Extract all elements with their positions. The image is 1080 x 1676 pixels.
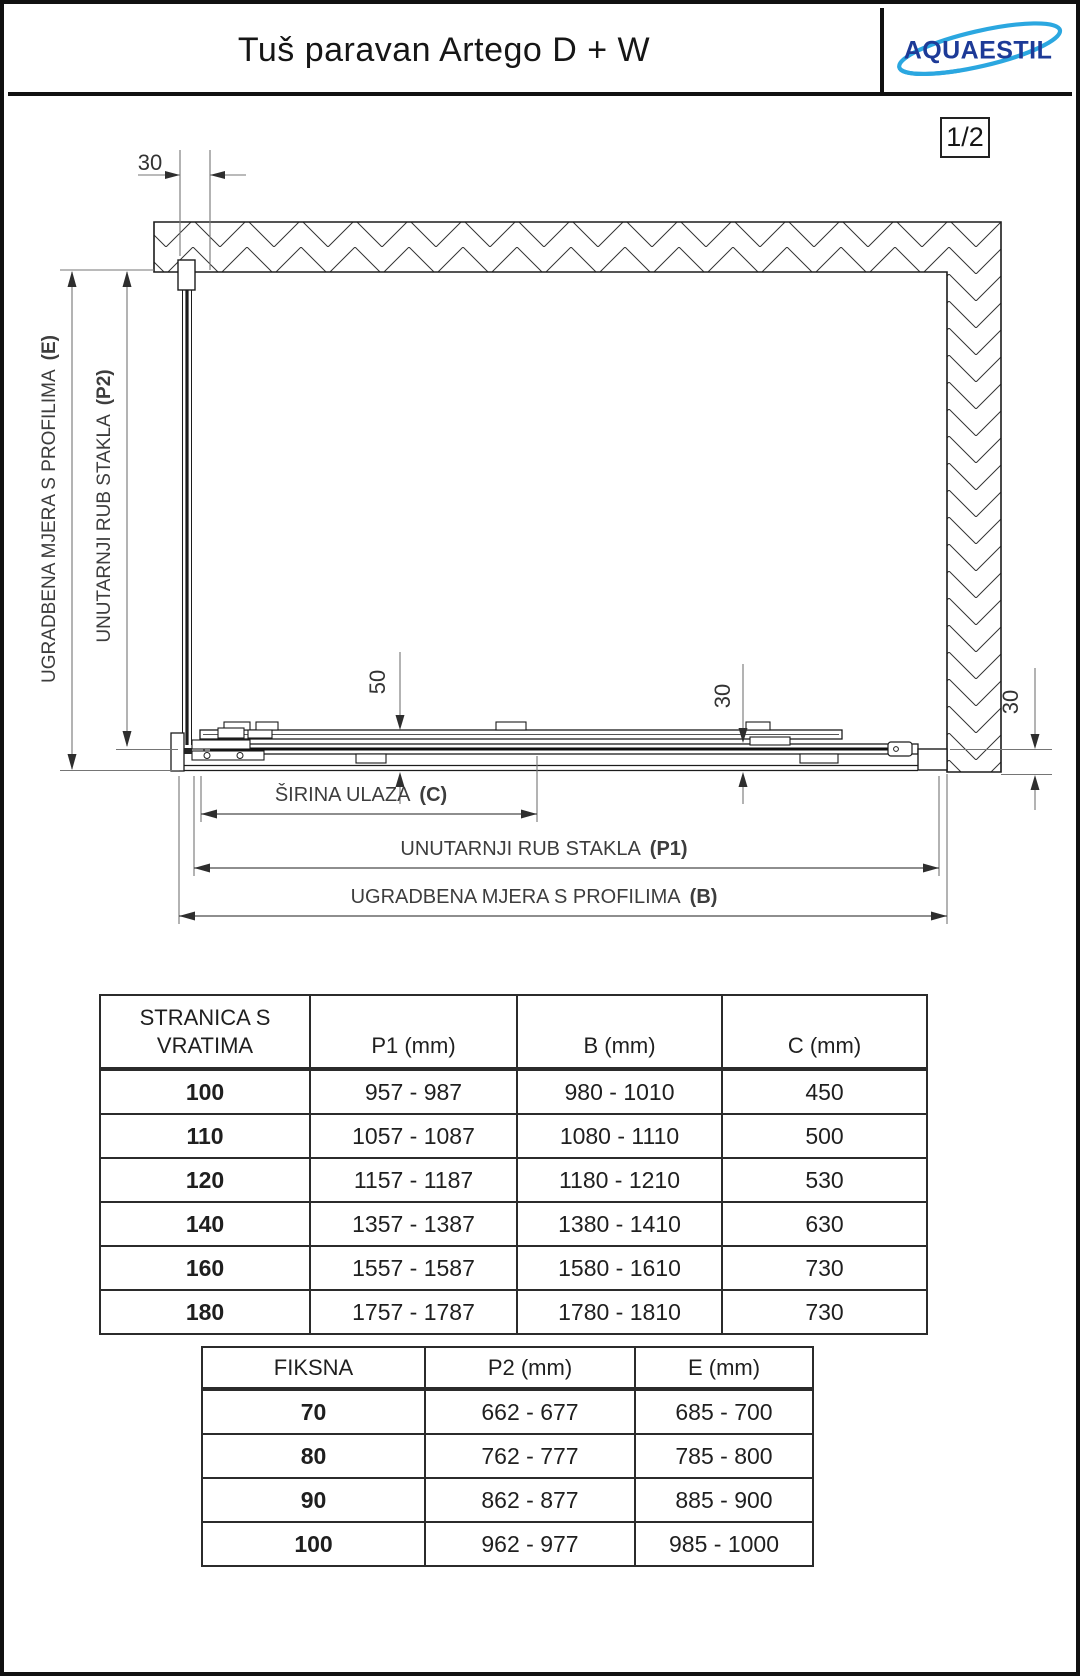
dim-value-mid-30: 30 [710,683,735,709]
size-cell: 70 [202,1389,425,1434]
logo-wordmark: AQUAESTIL [903,36,1053,65]
p2-cell: 762 - 777 [425,1434,635,1478]
b-cell: 1580 - 1610 [517,1246,722,1290]
dim-label-b: UGRADBENA MJERA S PROFILIMA (B) [350,886,718,908]
p1-cell: 1057 - 1087 [310,1114,517,1158]
size-cell: 100 [202,1522,425,1566]
size-cell: 140 [100,1202,310,1246]
table-row [100,1114,927,1158]
p1-cell: 1557 - 1587 [310,1246,517,1290]
col-header-b: B (mm) [517,995,722,1069]
fixed-panel [178,260,195,745]
e-cell: 785 - 800 [635,1434,813,1478]
e-cell: 685 - 700 [635,1389,813,1434]
table-row [100,1069,927,1114]
table-row [202,1389,813,1434]
table-row [202,1478,813,1522]
dim-label-c: ŠIRINA ULAZA (C) [274,784,448,806]
table-row [100,1290,927,1334]
size-cell: 90 [202,1478,425,1522]
e-cell: 985 - 1000 [635,1522,813,1566]
b-cell: 1080 - 1110 [517,1114,722,1158]
col-header-stranica: STRANICA S VRATIMA [100,995,310,1069]
fixed-side-table [201,1346,814,1567]
b-cell: 1780 - 1810 [517,1290,722,1334]
table-row [202,1522,813,1566]
door-side-table [99,994,928,1335]
c-cell: 630 [722,1202,927,1246]
c-cell: 450 [722,1069,927,1114]
col-header-c: C (mm) [722,995,927,1069]
size-cell: 80 [202,1434,425,1478]
size-cell: 120 [100,1158,310,1202]
b-cell: 1380 - 1410 [517,1202,722,1246]
p1-cell: 1757 - 1787 [310,1290,517,1334]
dim-value-right-30: 30 [998,689,1023,715]
p1-cell: 957 - 987 [310,1069,517,1114]
col-header-p2: P2 (mm) [425,1347,635,1389]
c-cell: 500 [722,1114,927,1158]
dimension-rail-50 [365,652,405,804]
size-cell: 160 [100,1246,310,1290]
table-row [100,1202,927,1246]
table-row [100,1246,927,1290]
c-cell: 730 [722,1246,927,1290]
dim-value-50: 50 [365,669,390,695]
table-row [202,1434,813,1478]
sliding-door-assembly [171,722,947,771]
table-row [100,1158,927,1202]
dim-label-e: UGRADBENA MJERA S PROFILIMA(E) [39,335,60,683]
col-header-p1: P1 (mm) [310,995,517,1069]
size-cell: 110 [100,1114,310,1158]
p1-cell: 1357 - 1387 [310,1202,517,1246]
b-cell: 1180 - 1210 [517,1158,722,1202]
col-header-e: E (mm) [635,1347,813,1389]
wall-hatch [154,222,1001,772]
p2-cell: 862 - 877 [425,1478,635,1522]
dim-label-p2: UNUTARNJI RUB STAKLA(P2) [94,369,115,643]
p1-cell: 1157 - 1187 [310,1158,517,1202]
table-header-row [100,995,927,1069]
size-cell: 100 [100,1069,310,1114]
dim-label-p1: UNUTARNJI RUB STAKLA (P1) [400,838,688,860]
c-cell: 730 [722,1290,927,1334]
table-header-row [202,1347,813,1389]
p2-cell: 662 - 677 [425,1389,635,1434]
b-cell: 980 - 1010 [517,1069,722,1114]
col-header-fiksna: FIKSNA [202,1347,425,1389]
p2-cell: 962 - 977 [425,1522,635,1566]
dimension-e-p2 [39,270,179,771]
c-cell: 530 [722,1158,927,1202]
page-title: Tuš paravan Artego D + W [237,30,651,69]
size-cell: 180 [100,1290,310,1334]
dim-value-top-30: 30 [137,150,163,175]
page-number: 1/2 [946,122,984,152]
e-cell: 885 - 900 [635,1478,813,1522]
